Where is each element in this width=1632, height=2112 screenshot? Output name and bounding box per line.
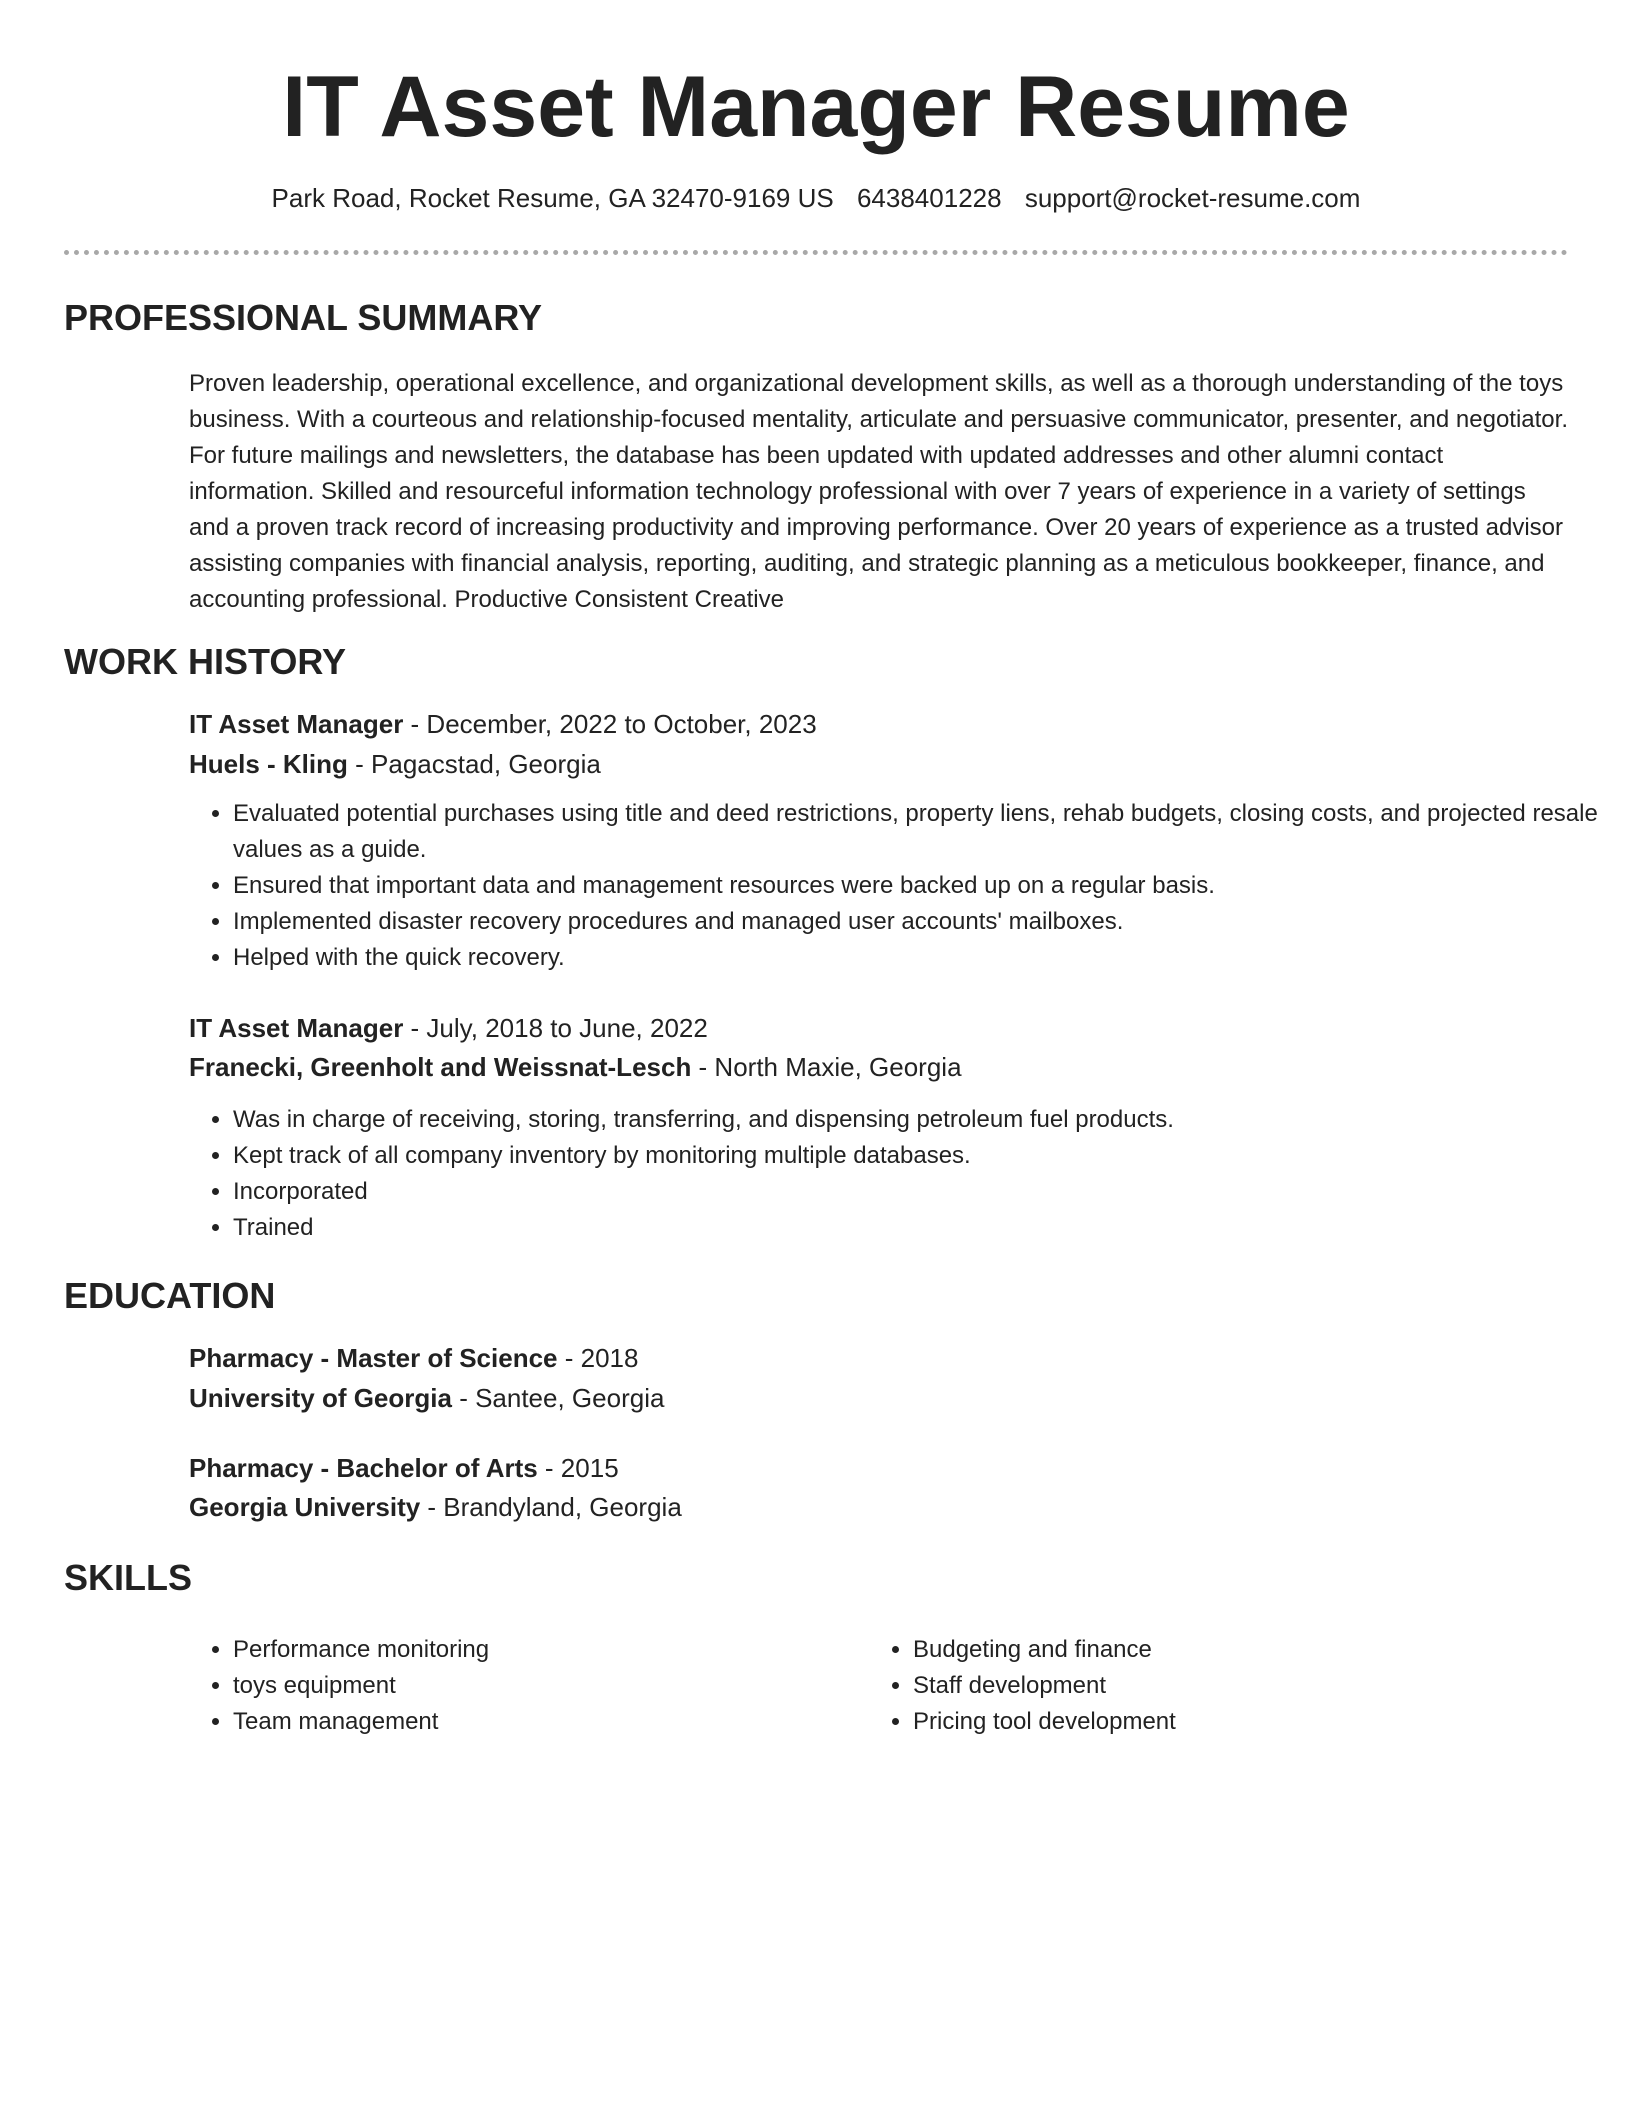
job-company-line [189,746,601,782]
list-item: • Implemented disaster recovery procedures and managed user accounts' mailboxes. [233,904,1613,940]
education-location: - Brandyland, Georgia [420,1492,682,1522]
job-location: - North Maxie, Georgia [691,1052,962,1082]
list-item: • Incorporated [233,1174,1613,1210]
skills-list-left [189,1632,833,1740]
education-school: Georgia University [189,1492,421,1522]
job-bullets [189,796,1613,976]
education-degree: Pharmacy - Master of Science [189,1343,558,1373]
job-bullets [189,1102,1613,1246]
education-location: - Santee, Georgia [451,1383,665,1413]
skills-list-right [869,1632,1513,1740]
education-degree-line [189,1340,638,1376]
list-item: • Staff development [913,1668,1513,1704]
job-company-line [189,1049,962,1085]
job-company: Huels - Kling [189,749,348,779]
section-title-education: EDUCATION [64,1275,276,1316]
job-role: IT Asset Manager [189,1013,404,1043]
list-item: • Helped with the quick recovery. [233,940,1613,976]
job-dates: - July, 2018 to June, 2022 [403,1013,708,1043]
job-location: - Pagacstad, Georgia [347,749,601,779]
list-item: • Trained [233,1210,1613,1246]
list-item: • Evaluated potential purchases using title and deed restrictions, property liens, rehab budgets, closing costs, and projected resale values as a guide. [233,796,1613,868]
section-title-summary: PROFESSIONAL SUMMARY [64,297,543,338]
education-school-line [189,1489,682,1525]
contact-line [0,180,1632,216]
education-degree-line [189,1450,619,1486]
education-degree: Pharmacy - Bachelor of Arts [189,1453,538,1483]
list-item: • Budgeting and finance [913,1632,1513,1668]
list-item: • Ensured that important data and management resources were backed up on a regular basis. [233,868,1613,904]
job-title-line [189,706,817,742]
contact-address: Park Road, Rocket Resume, GA 32470-9169 US [271,183,834,213]
list-item: • Team management [233,1704,833,1740]
job-title-line [189,1010,708,1046]
contact-email: support@rocket-resume.com [1024,183,1361,213]
education-school: University of Georgia [189,1383,452,1413]
contact-phone: 6438401228 [856,183,1002,213]
list-item: • Pricing tool development [913,1704,1513,1740]
section-title-work-history: WORK HISTORY [64,641,347,682]
education-year: - 2018 [557,1343,639,1373]
job-company: Franecki, Greenholt and Weissnat-Lesch [189,1052,692,1082]
header-divider [64,250,1568,255]
list-item: • Performance monitoring [233,1632,833,1668]
list-item: • Kept track of all company inventory by monitoring multiple databases. [233,1138,1613,1174]
resume-title: IT Asset Manager Resume [282,59,1350,155]
list-item: • Was in charge of receiving, storing, transferring, and dispensing petroleum fuel products. [233,1102,1613,1138]
summary-text: Proven leadership, operational excellence, and organizational development skills, as well as a thorough understanding of the toys business. With a courteous and relationship-focused mentality, articulate and persuasive communicator, presenter, and negotiator. For future mailings and newsletters, the database has been updated with updated addresses and other alumni contact information. Skilled and resourceful information technology professional with over 7 years of experience in a variety of settings and a proven track record of increasing productivity and improving performance. Over 20 years of experience as a trusted advisor assisting companies with financial analysis, reporting, auditing, and strategic planning as a meticulous bookkeeper, finance, and accounting professional. Productive Consistent Creative [189,370,1568,613]
education-school-line [189,1380,664,1416]
section-title-skills: SKILLS [64,1557,193,1598]
education-year: - 2015 [537,1453,619,1483]
job-role: IT Asset Manager [189,709,404,739]
job-dates: - December, 2022 to October, 2023 [403,709,817,739]
list-item: • toys equipment [233,1668,833,1704]
